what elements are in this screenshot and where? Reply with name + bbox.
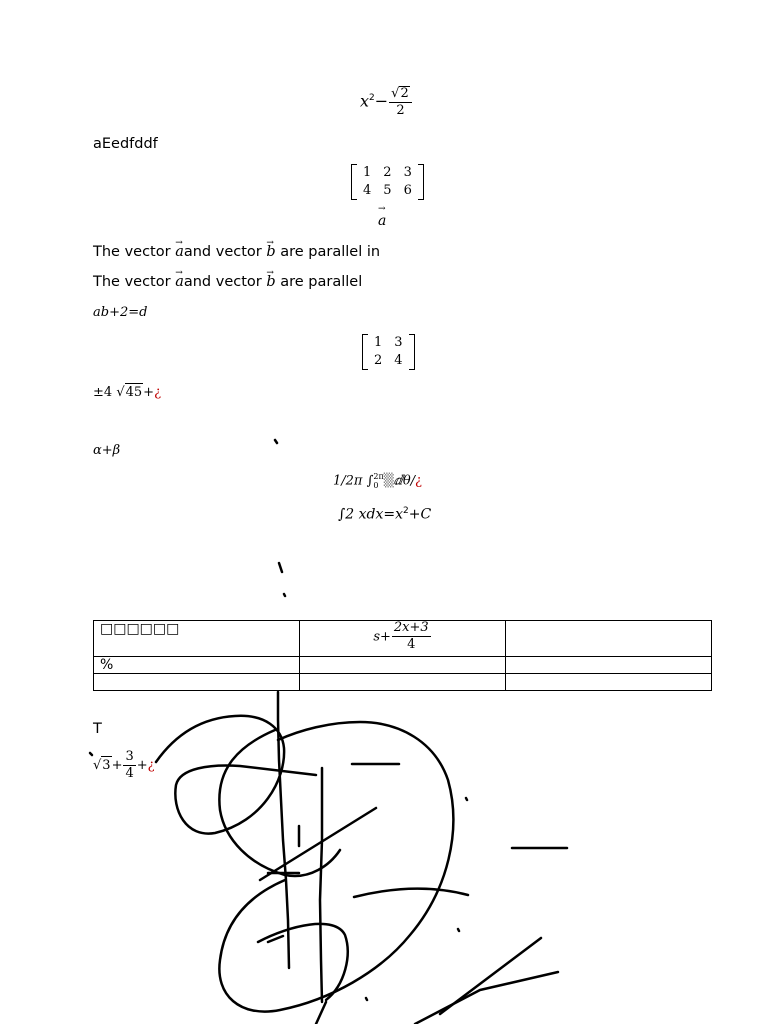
int2-text: ∫2 xdx=x — [338, 506, 404, 523]
sentence-parallel — [93, 273, 362, 291]
ink-dot — [90, 753, 92, 755]
table-fraction — [392, 621, 431, 652]
matrix2-cell: 2 — [374, 353, 383, 368]
matrix2-cell: 4 — [394, 353, 403, 368]
ink-stroke-hook — [258, 924, 348, 1000]
sentence-parallel-in — [93, 243, 380, 261]
vector-a — [378, 213, 386, 229]
ink-stroke-bottom-2 — [440, 938, 541, 1014]
table-cell — [506, 657, 712, 674]
ink-stroke-small — [268, 936, 283, 942]
eq1-radicand: 2 — [400, 86, 409, 101]
ink-dot — [284, 594, 285, 596]
table-cell: % — [94, 657, 300, 674]
table-cell — [300, 657, 506, 674]
matrix1-cell: 3 — [403, 165, 412, 180]
vector-a-symbol: → a — [378, 213, 386, 229]
text-aEedfddf: aEedfddf — [93, 136, 158, 152]
s2-suffix: are parallel — [275, 274, 363, 290]
eq1-exp: 2 — [369, 93, 375, 104]
sqrt-3: √ 3 — [93, 758, 111, 773]
s2-vector-a: → a — [175, 273, 184, 291]
ink-dot — [466, 798, 467, 800]
s2-vector-b: → b — [266, 273, 275, 291]
ink-stroke-bottom-1 — [415, 972, 558, 1024]
s2-mid: and vector — [183, 274, 267, 290]
pm-four: ±4 — [93, 385, 113, 400]
table-cell-fraction — [300, 621, 506, 657]
matrix-2x3 — [351, 164, 424, 200]
table-cell — [506, 674, 712, 691]
sqrt-45-radicand: 45 — [125, 385, 143, 400]
matrix1-cell: 4 — [363, 183, 372, 198]
s1-prefix: The vector — [93, 244, 176, 260]
s2-prefix: The vector — [93, 274, 176, 290]
ink-dot — [279, 563, 282, 572]
s1-vector-a: → a — [175, 243, 184, 261]
last-frac-num: 3 — [125, 749, 134, 764]
int2-tail: +C — [408, 506, 432, 523]
ink-stroke-vertical-2 — [320, 768, 322, 1002]
last-question-mark: ¿ — [147, 758, 155, 773]
eq1-num: √ 2 — [389, 86, 412, 103]
table-frac-num: 2x+3 — [393, 620, 429, 635]
last-plus2: + — [136, 758, 148, 773]
int1-upper: 2π — [373, 472, 384, 481]
matrix1-cell: 2 — [383, 165, 392, 180]
equation-ab-d: ab+2=d — [93, 305, 148, 320]
matrix-2x2 — [362, 334, 415, 370]
s1-vector-b: → b — [266, 243, 275, 261]
text-T: T — [93, 721, 102, 737]
ink-dot — [366, 998, 367, 1000]
ink-stroke-loop-1 — [156, 716, 316, 834]
ink-dot — [458, 929, 459, 931]
ink-stroke-loop-2 — [219, 722, 453, 1012]
sqrt-3-radicand: 3 — [102, 758, 111, 773]
table-cell — [94, 674, 300, 691]
equation-x-squared — [360, 86, 413, 118]
ink-dot — [275, 440, 277, 443]
matrix1-cell: 1 — [363, 165, 372, 180]
eq1-den: 2 — [396, 103, 405, 118]
s1-mid: and vector — [183, 244, 267, 260]
ink-stroke-curve — [219, 730, 340, 876]
ink-stroke-vertical-1 — [278, 692, 289, 968]
table-frac-pre: s+ — [373, 629, 391, 645]
ink-stroke-bottom-3 — [316, 1002, 326, 1024]
pm-plus: + — [143, 385, 155, 400]
int1-question-mark: ¿ — [415, 473, 423, 489]
table-cell — [300, 674, 506, 691]
matrix2-cell: 3 — [394, 335, 403, 350]
equation-integral-2x — [338, 506, 431, 523]
document-table — [93, 620, 712, 691]
int2-exp: 2 — [403, 506, 409, 516]
int1-left: 1/2π ∫ — [333, 473, 374, 489]
int1-lower: 0 — [373, 481, 379, 490]
pm-question-mark: ¿ — [154, 385, 162, 400]
ink-stroke-arc — [354, 889, 468, 897]
int1-mid: ⅆθ/ — [393, 473, 416, 489]
eq1-minus: − — [374, 91, 389, 111]
table-cell — [506, 621, 712, 657]
sqrt-45: √ 45 — [116, 385, 143, 400]
matrix2-cell: 1 — [374, 335, 383, 350]
ink-stroke-diagonal-1 — [260, 808, 376, 880]
eq1-fraction — [389, 86, 412, 118]
last-fraction — [123, 750, 135, 781]
int1-box: ▒ — [383, 473, 394, 489]
equation-alpha-beta: α+β — [93, 443, 121, 458]
eq1-var: x — [360, 91, 370, 111]
equation-pm-sqrt45 — [93, 383, 161, 402]
last-plus1: + — [111, 758, 123, 773]
s1-suffix: are parallel in — [275, 244, 381, 260]
table-frac-den: 4 — [407, 637, 416, 652]
equation-integral-theta — [333, 472, 422, 490]
matrix1-cell: 5 — [383, 183, 392, 198]
last-frac-den: 4 — [125, 766, 134, 781]
table-cell: □□□□□□ — [94, 621, 300, 657]
equation-sqrt3-fraction — [93, 750, 155, 781]
matrix1-cell: 6 — [403, 183, 412, 198]
